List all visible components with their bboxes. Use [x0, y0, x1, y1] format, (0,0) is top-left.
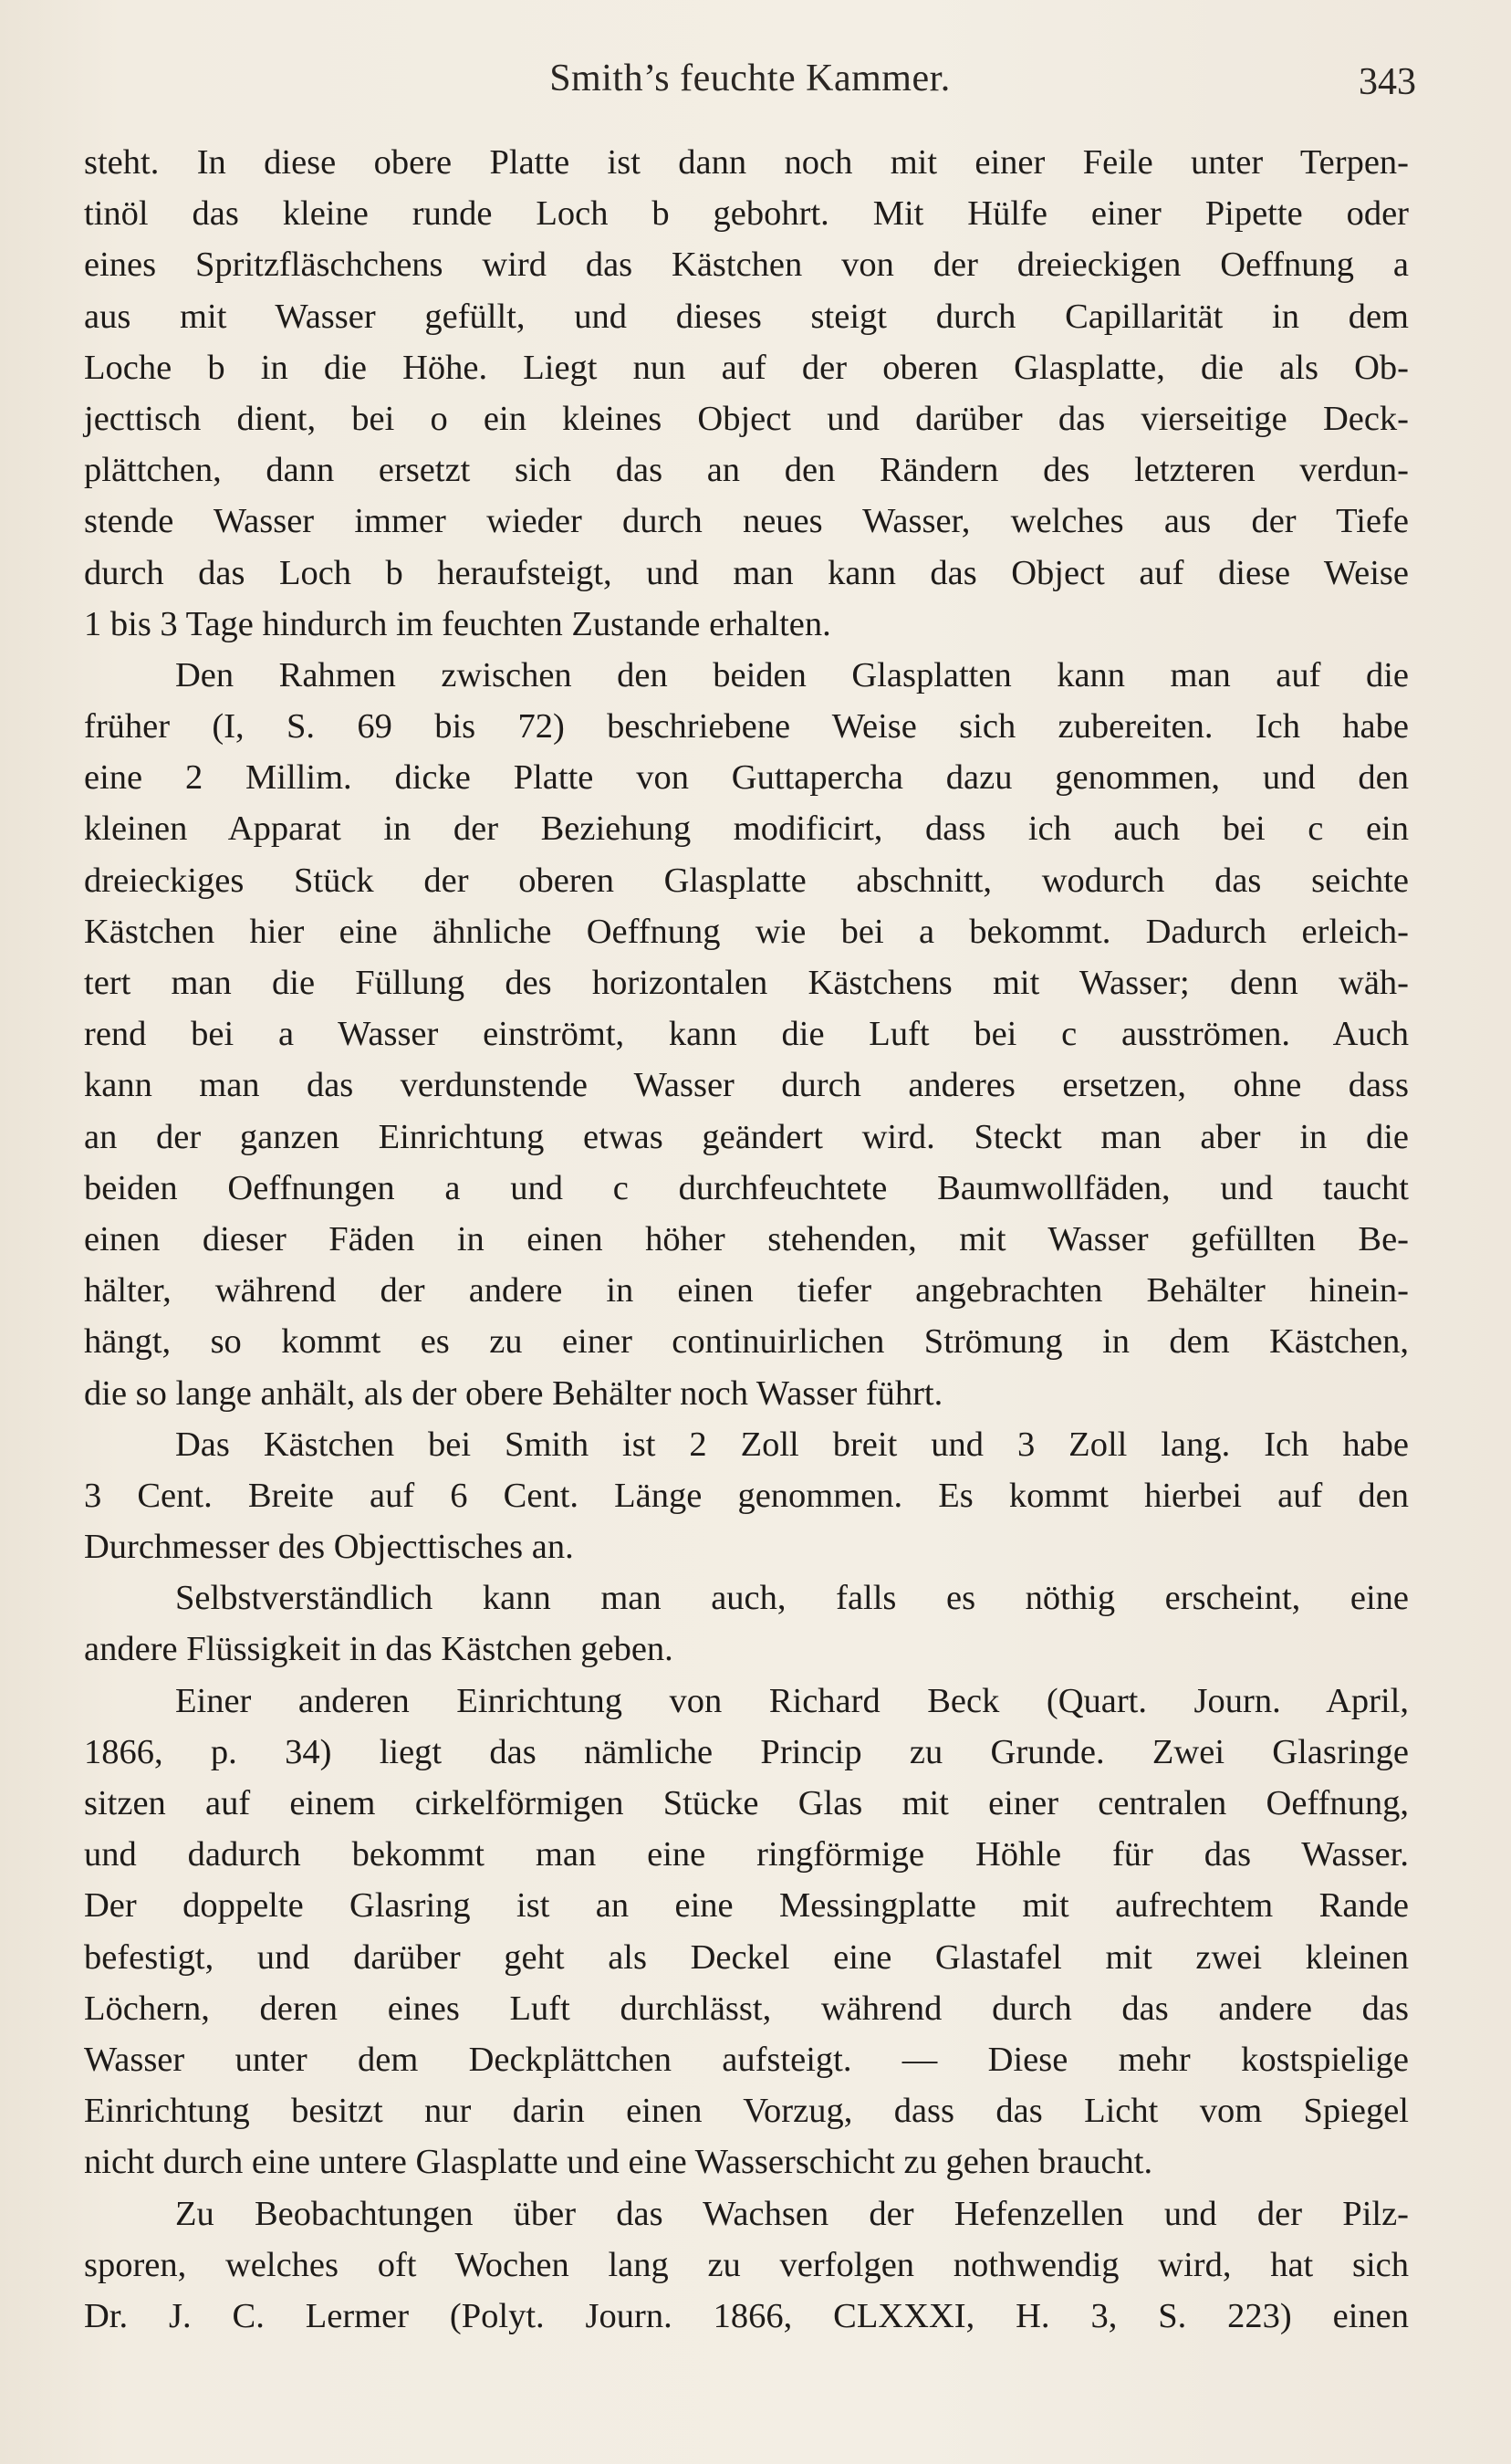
- paragraph: [84, 137, 1409, 650]
- text-line: durch das Loch b heraufsteigt, und man kann das Object auf diese Weise: [84, 553, 1409, 592]
- text-line: nicht durch eine untere Glasplatte und eine Wasserschicht zu gehen braucht.: [84, 2143, 1153, 2182]
- text-line: Den Rahmen zwischen den beiden Glasplatten kann man auf die: [175, 655, 1409, 694]
- text-line: Löchern, deren eines Luft durchlässt, während durch das andere das: [84, 1989, 1409, 2028]
- paragraph: [84, 1676, 1409, 2188]
- running-head: Smith’s feuchte Kammer.: [549, 57, 951, 99]
- text-line: früher (I, S. 69 bis 72) beschriebene Weise sich zubereiten. Ich habe: [84, 707, 1409, 747]
- paragraph: [84, 1419, 1409, 1573]
- text-line: Durchmesser des Objecttisches an.: [84, 1528, 574, 1567]
- text-line: Einer anderen Einrichtung von Richard Beck (Quart. Journ. April,: [175, 1681, 1409, 1720]
- text-line: hälter, während der andere in einen tiefer angebrachten Behälter hinein-: [84, 1271, 1409, 1310]
- text-line: steht. In diese obere Platte ist dann noch mit einer Feile unter Terpen-: [84, 143, 1409, 182]
- text-line: Wasser unter dem Deckplättchen aufsteigt. — Diese mehr kostspielige: [84, 2040, 1409, 2079]
- text-line: Einrichtung besitzt nur darin einen Vorzug, dass das Licht vom Spiegel: [84, 2092, 1409, 2131]
- text-line: beiden Oeffnungen a und c durchfeuchtete Baumwollfäden, und taucht: [84, 1168, 1409, 1207]
- text-line: kann man das verdunstende Wasser durch anderes ersetzen, ohne dass: [84, 1066, 1409, 1105]
- text-line: tinöl das kleine runde Loch b gebohrt. Mit Hülfe einer Pipette oder: [84, 194, 1409, 234]
- text-line: jecttisch dient, bei o ein kleines Object und darüber das vierseitige Deck-: [84, 399, 1409, 438]
- text-line: plättchen, dann ersetzt sich das an den Rändern des letzteren verdun-: [84, 451, 1409, 490]
- paragraph: [84, 1572, 1409, 1675]
- page-number: 343: [1359, 61, 1416, 103]
- text-line: dreieckiges Stück der oberen Glasplatte abschnitt, wodurch das seichte: [84, 861, 1409, 900]
- text-line: Dr. J. C. Lermer (Polyt. Journ. 1866, CLXXXI, H. 3, S. 223) einen: [84, 2296, 1409, 2335]
- text-line: kleinen Apparat in der Beziehung modificirt, dass ich auch bei c ein: [84, 809, 1409, 849]
- text-line: Kästchen hier eine ähnliche Oeffnung wie bei a bekommt. Dadurch erleich-: [84, 912, 1409, 951]
- paragraph: [84, 650, 1409, 1419]
- text-line: 1 bis 3 Tage hindurch im feuchten Zustande erhalten.: [84, 604, 831, 643]
- text-line: und dadurch bekommt man eine ringförmige Höhle für das Wasser.: [84, 1835, 1409, 1874]
- text-line: Loche b in die Höhe. Liegt nun auf der oberen Glasplatte, die als Ob-: [84, 348, 1409, 387]
- text-line: hängt, so kommt es zu einer continuirlichen Strömung in dem Kästchen,: [84, 1322, 1409, 1362]
- text-line: eine 2 Millim. dicke Platte von Guttapercha dazu genommen, und den: [84, 758, 1409, 798]
- text-line: an der ganzen Einrichtung etwas geändert wird. Steckt man aber in die: [84, 1117, 1409, 1156]
- text-line: 3 Cent. Breite auf 6 Cent. Länge genommen. Es kommt hierbei auf den: [84, 1476, 1409, 1515]
- text-line: befestigt, und darüber geht als Deckel eine Glastafel mit zwei kleinen: [84, 1937, 1409, 1977]
- text-line: stende Wasser immer wieder durch neues Wasser, welches aus der Tiefe: [84, 502, 1409, 541]
- text-line: eines Spritzfläschchens wird das Kästchen von der dreieckigen Oeffnung a: [84, 245, 1409, 285]
- text-line: sitzen auf einem cirkelförmigen Stücke Glas mit einer centralen Oeffnung,: [84, 1784, 1409, 1822]
- text-line: tert man die Füllung des horizontalen Kästchens mit Wasser; denn wäh-: [84, 964, 1409, 1002]
- text-line: Selbstverständlich kann man auch, falls es nöthig erscheint, eine: [175, 1579, 1409, 1618]
- paragraph: [84, 2188, 1409, 2343]
- text-line: aus mit Wasser gefüllt, und dieses steigt durch Capillarität in dem: [84, 297, 1409, 336]
- page-header: [84, 57, 1416, 120]
- text-line: Der doppelte Glasring ist an eine Messingplatte mit aufrechtem Rande: [84, 1886, 1409, 1926]
- text-line: rend bei a Wasser einströmt, kann die Luft bei c ausströmen. Auch: [84, 1015, 1409, 1054]
- text-line: Das Kästchen bei Smith ist 2 Zoll breit und 3 Zoll lang. Ich habe: [175, 1425, 1409, 1464]
- text-line: sporen, welches oft Wochen lang zu verfolgen nothwendig wird, hat sich: [84, 2245, 1409, 2284]
- text-line: die so lange anhält, als der obere Behälter noch Wasser führt.: [84, 1373, 943, 1413]
- text-line: einen dieser Fäden in einen höher stehenden, mit Wasser gefüllten Be-: [84, 1219, 1409, 1258]
- text-line: andere Flüssigkeit in das Kästchen geben.: [84, 1630, 673, 1669]
- text-line: 1866, p. 34) liegt das nämliche Princip zu Grunde. Zwei Glasringe: [84, 1732, 1409, 1771]
- body-text: [84, 137, 1409, 2342]
- text-line: Zu Beobachtungen über das Wachsen der Hefenzellen und der Pilz-: [175, 2194, 1409, 2233]
